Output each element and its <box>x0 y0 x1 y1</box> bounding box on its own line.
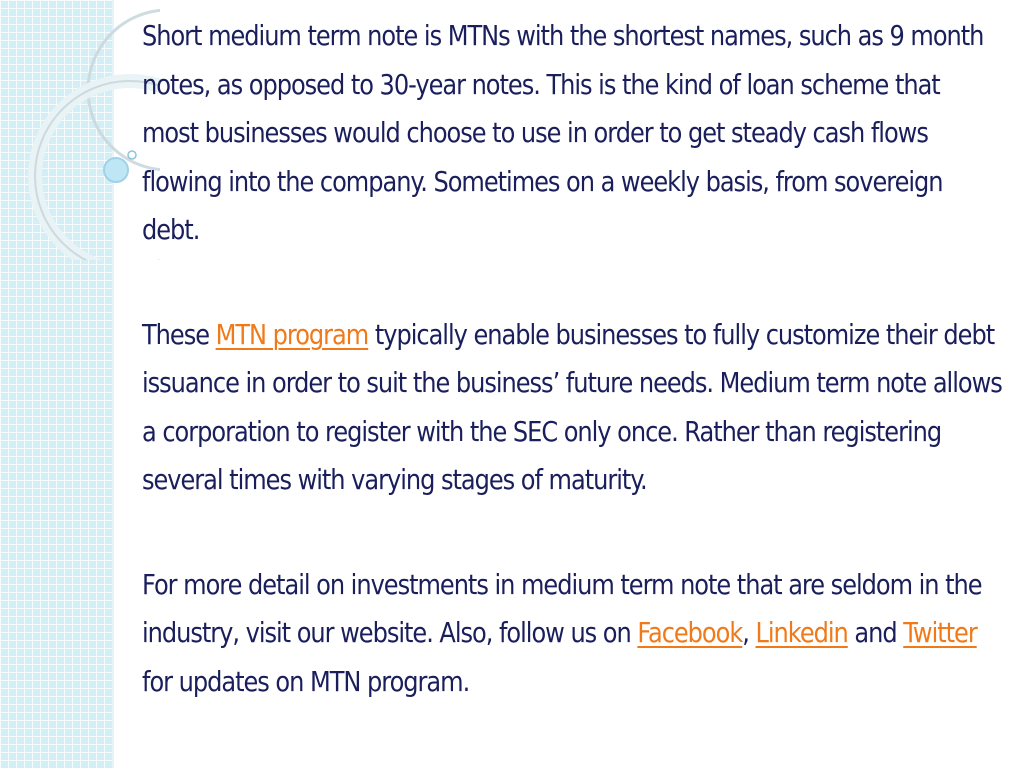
facebook-link[interactable]: Facebook <box>637 616 743 649</box>
bubble-dot-decoration <box>104 158 128 182</box>
separator-text: and <box>847 616 904 649</box>
mtn-program-link[interactable]: MTN program <box>215 317 369 351</box>
paragraph-text: for updates on MTN program. <box>142 664 470 698</box>
paragraph-follow-us <box>142 561 1002 707</box>
linkedin-link[interactable]: Linkedin <box>755 616 848 649</box>
paragraph-text: These <box>142 317 216 351</box>
paragraph-text: For more detail on investments in medium term note that are seldom in the industry, visit our website. Also, follow us on <box>142 567 982 649</box>
paragraph-mtn-program <box>142 311 1002 505</box>
paragraph-text: typically enable businesses to fully customize their debt issuance in order to suit the business’ future needs. Medium term note allows a corporation to register with the SEC only once. Rather than registering several times with varying stages of maturity. <box>142 317 1002 496</box>
separator-text: , <box>742 616 756 649</box>
decorative-circles-graphic <box>0 0 160 260</box>
small-dot-decoration <box>128 151 136 159</box>
slide-body-text <box>142 12 1002 762</box>
paragraph-mtn-definition: Short medium term note is MTNs with the shortest names, such as 9 month notes, as opposed to 30-year notes. This is the kind of loan scheme that most businesses would choose to use in order to get steady cash flows flowing into the company. Sometimes on a weekly basis, from sovereign debt. <box>142 19 984 246</box>
twitter-link[interactable]: Twitter <box>903 616 977 649</box>
